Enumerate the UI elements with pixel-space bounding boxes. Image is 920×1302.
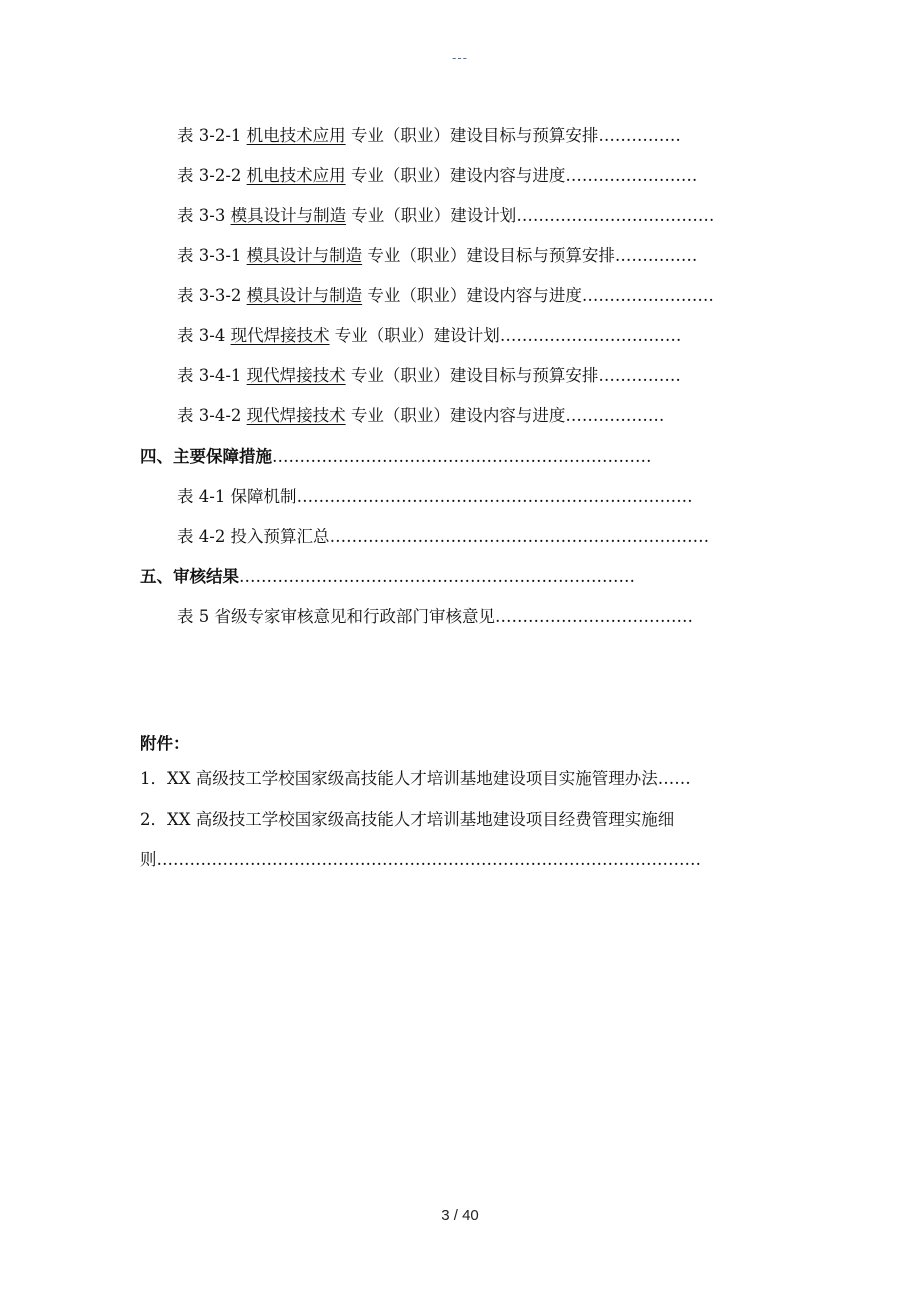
toc-entry-3-2-2[interactable] — [177, 165, 697, 187]
toc-suffix: 专业（职业）建设内容与进度 — [362, 286, 582, 305]
toc-text: 表 4-1 保障机制 — [177, 487, 297, 506]
section-title: 四、主要保障措施 — [140, 447, 272, 466]
toc-dots: …………………………………………………………… — [329, 527, 710, 546]
toc-prefix: 表 3-4-2 — [177, 406, 247, 425]
toc-entry-4-2[interactable] — [177, 526, 709, 548]
attachment-item-2[interactable]: 2．XX 高级技工学校国家级高技能人才培训基地建设项目经费管理实施细 — [140, 810, 675, 829]
toc-suffix: 专业（职业）建设内容与进度 — [345, 406, 566, 425]
toc-entry-3-2-1[interactable] — [177, 125, 681, 147]
toc-section-5[interactable] — [140, 566, 635, 588]
toc-suffix: 专业（职业）建设目标与预算安排 — [345, 366, 599, 385]
toc-dots: ……………… — [565, 406, 665, 425]
toc-dots: ……………………………………………………………… — [296, 487, 693, 506]
toc-major-link[interactable]: 机电技术应用 — [246, 166, 346, 185]
toc-major-link[interactable]: 模具设计与制造 — [246, 246, 363, 265]
toc-section-4[interactable] — [140, 446, 652, 468]
toc-text: 表 5 省级专家审核意见和行政部门审核意见 — [177, 607, 495, 626]
toc-entry-3-4-2[interactable] — [177, 405, 664, 427]
attachment-item-2-continuation[interactable]: 则……………………………………………………………………………………… — [140, 850, 701, 869]
toc-text: 表 4-2 投入预算汇总 — [177, 527, 330, 546]
toc-major-link[interactable]: 模具设计与制造 — [230, 206, 347, 225]
toc-entry-3-3-1[interactable] — [177, 245, 697, 267]
toc-prefix: 表 3-3 — [177, 206, 231, 225]
header-mark: --- — [452, 50, 468, 65]
toc-entry-3-3[interactable] — [177, 205, 714, 227]
toc-suffix: 专业（职业）建设计划 — [346, 206, 517, 225]
page-number: 3 / 40 — [441, 1207, 479, 1224]
toc-entry-5[interactable] — [177, 606, 693, 628]
section-title: 五、审核结果 — [140, 567, 239, 586]
toc-suffix: 专业（职业）建设计划 — [329, 326, 500, 345]
toc-dots: …………………………… — [499, 326, 682, 345]
toc-prefix: 表 3-4 — [177, 326, 231, 345]
toc-suffix: 专业（职业）建设内容与进度 — [345, 166, 566, 185]
toc-major-link[interactable]: 现代焊接技术 — [246, 406, 346, 425]
toc-dots: …………………………………………………………… — [272, 447, 652, 466]
toc-prefix: 表 3-2-2 — [177, 166, 247, 185]
toc-prefix: 表 3-3-2 — [177, 286, 247, 305]
toc-dots: …………………… — [565, 166, 698, 185]
toc-dots: …………… — [614, 246, 698, 265]
toc-suffix: 专业（职业）建设目标与预算安排 — [345, 126, 599, 145]
toc-major-link[interactable]: 模具设计与制造 — [246, 286, 363, 305]
toc-dots: …………… — [598, 126, 681, 145]
toc-dots: …………………… — [581, 286, 714, 305]
toc-major-link[interactable]: 现代焊接技术 — [230, 326, 330, 345]
toc-major-link[interactable]: 机电技术应用 — [246, 126, 346, 145]
toc-dots: ……………………………… — [516, 206, 715, 225]
toc-entry-3-4-1[interactable] — [177, 365, 681, 387]
toc-prefix: 表 3-2-1 — [177, 126, 247, 145]
toc-dots: …………… — [598, 366, 681, 385]
toc-entry-3-4[interactable] — [177, 325, 681, 347]
attachments-title: 附件： — [140, 734, 190, 753]
toc-entry-3-3-2[interactable] — [177, 285, 714, 307]
toc-suffix: 专业（职业）建设目标与预算安排 — [362, 246, 615, 265]
toc-major-link[interactable]: 现代焊接技术 — [246, 366, 346, 385]
toc-entry-4-1[interactable] — [177, 486, 693, 508]
toc-dots: ……………………………………………………………… — [239, 567, 635, 586]
toc-dots: ……………………………… — [495, 607, 693, 626]
toc-prefix: 表 3-3-1 — [177, 246, 247, 265]
toc-prefix: 表 3-4-1 — [177, 366, 247, 385]
attachment-item-1[interactable]: 1．XX 高级技工学校国家级高技能人才培训基地建设项目实施管理办法…… — [140, 769, 691, 788]
